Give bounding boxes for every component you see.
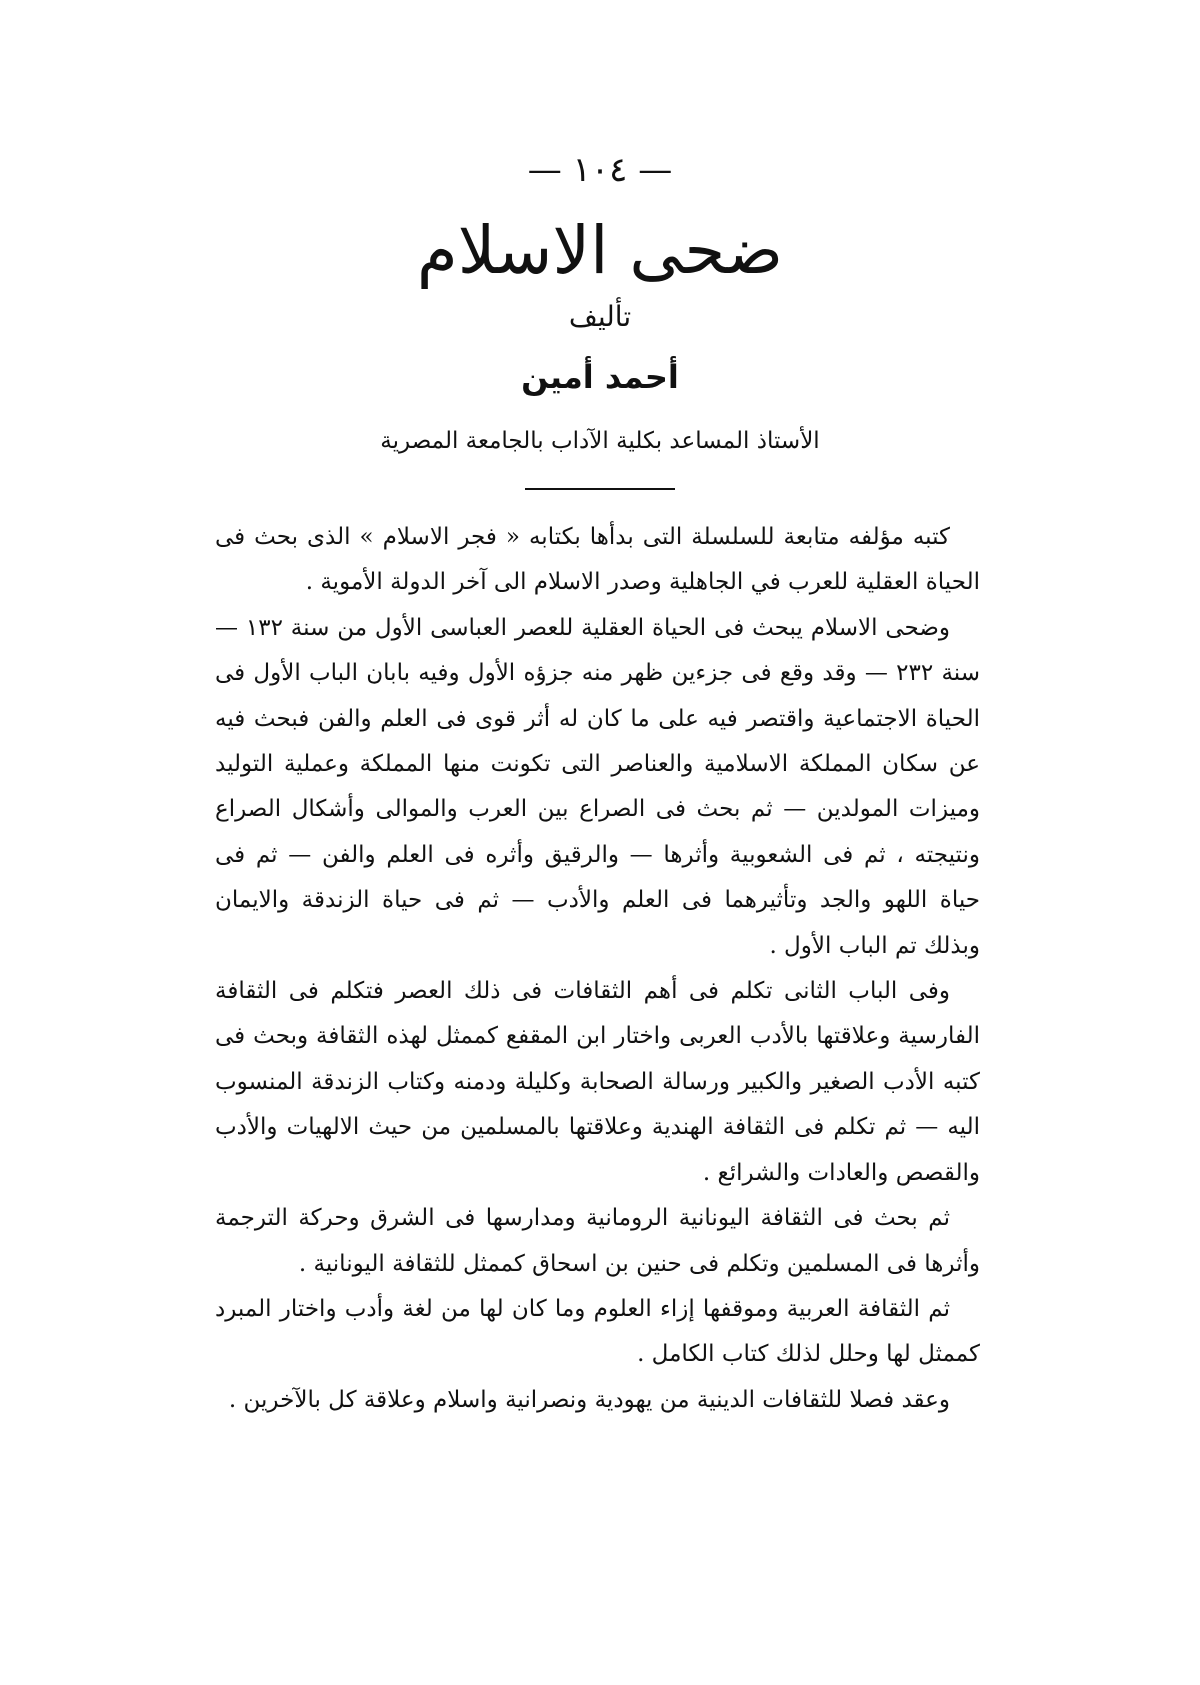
book-title: ضحى الاسلام <box>416 212 784 289</box>
paragraph: ثم بحث فى الثقافة اليونانية الرومانية ومدارسها فى الشرق وحركة الترجمة وأثرها فى المسلمين وتكلم فى حنين بن اسحاق كممثل للثقافة اليونانية . <box>215 1205 980 1277</box>
paragraph: ثم الثقافة العربية وموقفها إزاء العلوم وما كان لها من لغة وأدب واختار المبرد كممثل لها وحلل لذلك كتاب الكامل . <box>215 1295 980 1368</box>
divider-rule <box>525 488 675 490</box>
author-label: تأليف <box>568 300 632 333</box>
paragraph: وفى الباب الثانى تكلم فى أهم الثقافات فى ذلك العصر فتكلم فى الثقافة الفارسية وعلاقتها بالأدب العربى واختار ابن المقفع كممثل لهذه الثقافة وبحث فى كتبه الأدب الصغير والكبير ورسالة الصحابة وكليلة ودمنه وكتاب الزندقة المنسوب اليه — ثم تكلم فى الثقافة الهندية وعلاقتها بالمسلمين من حيث الالهيات والأدب والقصص والعادات والشرائع . <box>215 978 980 1186</box>
body-text <box>215 515 980 1423</box>
author-position: الأستاذ المساعد بكلية الآداب بالجامعة المصرية <box>380 428 820 454</box>
paragraph: كتبه مؤلفه متابعة للسلسلة التى بدأها بكتابه « فجر الاسلام » الذى بحث فى الحياة العقلية للعرب في الجاهلية وصدر الاسلام الى آخر الدولة الأموية . <box>215 524 980 596</box>
paragraph: وضحى الاسلام يبحث فى الحياة العقلية للعصر العباسى الأول من سنة ١٣٢ — سنة ٢٣٢ — وقد وقع فى جزءين ظهر منه جزؤه الأول وفيه بابان الباب الأول فى الحياة الاجتماعية واقتصر فيه على ما كان له أثر قوى فى العلم والفن فبحث فيه عن سكان المملكة الاسلامية والعناصر التى تكونت منها المملكة وعملية التوليد وميزات المولدين — ثم بحث فى الصراع بين العرب والموالى وأشكال الصراع ونتيجته ، ثم فى الشعوبية وأثرها — والرقيق وأثره فى العلم والفن — ثم فى حياة اللهو والجد وتأثيرهما فى العلم والأدب — ثم فى حياة الزندقة والايمان وبذلك تم الباب الأول . <box>215 614 980 959</box>
author-name: أحمد أمين <box>521 358 679 396</box>
paragraph: وعقد فصلا للثقافات الدينية من يهودية ونصرانية واسلام وعلاقة كل بالآخرين . <box>228 1386 950 1413</box>
page-number: — ١٠٤ — <box>527 150 673 190</box>
